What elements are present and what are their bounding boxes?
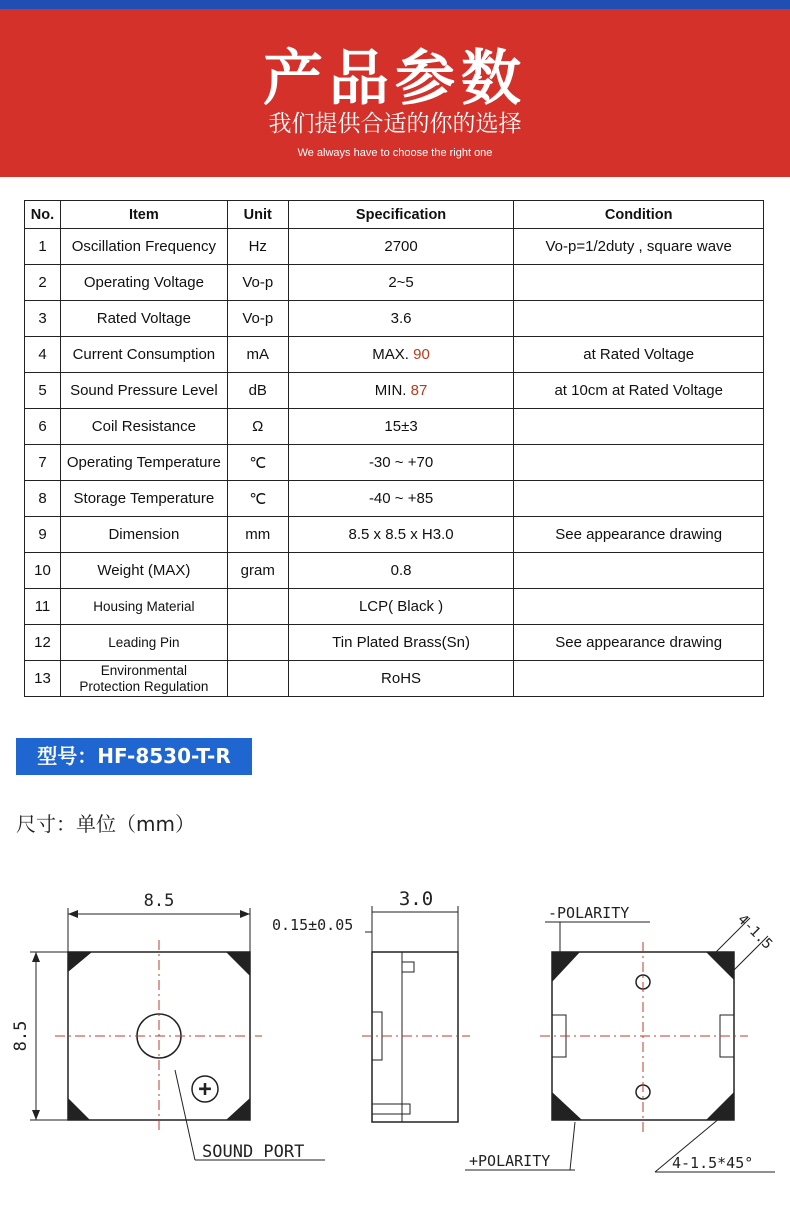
cell-spec xyxy=(288,553,514,589)
corner-pad xyxy=(706,952,734,980)
cell-no: 4 xyxy=(25,337,61,373)
cell-no: 10 xyxy=(25,553,61,589)
cell-item: Sound Pressure Level xyxy=(60,373,227,409)
table-row xyxy=(25,409,764,445)
cell-item xyxy=(60,661,227,697)
header-item: Item xyxy=(60,201,227,229)
arrow-head xyxy=(68,910,78,918)
chamfer-top-label: 4-1.5 xyxy=(734,911,776,953)
item-line: Protection Regulation xyxy=(79,678,209,694)
spec-highlight: 87 xyxy=(410,382,428,399)
spec-text: 15±3 xyxy=(384,418,418,435)
table-header-row xyxy=(25,201,764,229)
corner-pad xyxy=(226,952,250,976)
cell-spec xyxy=(288,409,514,445)
header-specification: Specification xyxy=(288,201,514,229)
spec-text: MIN. xyxy=(374,382,411,399)
cell-condition xyxy=(514,481,764,517)
cell-spec xyxy=(288,445,514,481)
banner-tagline: We always have to choose the right one xyxy=(297,147,493,159)
spec-text: LCP( Black ) xyxy=(358,598,444,615)
spec-text: 3.6 xyxy=(390,310,412,327)
side-pin-bottom xyxy=(372,1104,410,1114)
cell-condition xyxy=(514,589,764,625)
cell-item: Housing Material xyxy=(60,589,227,625)
cell-unit: dB xyxy=(227,373,288,409)
dimension-unit-label: 尺寸：单位（mm） xyxy=(16,812,195,836)
cell-unit: mA xyxy=(227,337,288,373)
cell-no: 9 xyxy=(25,517,61,553)
cell-condition xyxy=(514,409,764,445)
cell-no: 11 xyxy=(25,589,61,625)
table-row xyxy=(25,373,764,409)
thickness-dim-text: 3.0 xyxy=(398,888,434,910)
header-no: No. xyxy=(25,201,61,229)
cell-unit: Hz xyxy=(227,229,288,265)
cell-spec xyxy=(288,589,514,625)
table-row xyxy=(25,661,764,697)
table-row xyxy=(25,265,764,301)
plus-polarity-label: +POLARITY xyxy=(469,1152,551,1170)
spec-text: RoHS xyxy=(381,670,422,687)
cell-spec xyxy=(288,481,514,517)
width-dim-text: 8.5 xyxy=(143,891,175,911)
side-pin-top xyxy=(402,962,414,972)
cell-item: Rated Voltage xyxy=(60,301,227,337)
cell-item: Operating Temperature xyxy=(60,445,227,481)
side-view-body xyxy=(372,952,458,1122)
corner-pad xyxy=(552,1092,582,1120)
spec-highlight: 90 xyxy=(413,346,430,363)
spec-text: MAX. xyxy=(372,346,414,363)
spec-text: 2~5 xyxy=(388,274,414,291)
corner-pad xyxy=(68,952,92,972)
cell-unit: Ω xyxy=(227,409,288,445)
cell-condition: at Rated Voltage xyxy=(514,337,764,373)
arrow-head xyxy=(240,910,250,918)
cell-unit: Vo-p xyxy=(227,265,288,301)
cell-no: 13 xyxy=(25,661,61,697)
cell-condition xyxy=(514,661,764,697)
cell-no: 5 xyxy=(25,373,61,409)
cell-spec xyxy=(288,229,514,265)
dimension-drawing xyxy=(0,860,790,1229)
cell-unit xyxy=(227,661,288,697)
cell-item: Storage Temperature xyxy=(60,481,227,517)
cell-spec xyxy=(288,373,514,409)
cell-unit: Vo-p xyxy=(227,301,288,337)
table-row xyxy=(25,229,764,265)
table-row xyxy=(25,625,764,661)
cell-item: Operating Voltage xyxy=(60,265,227,301)
table-row xyxy=(25,517,764,553)
cell-item: Current Consumption xyxy=(60,337,227,373)
arrow-head xyxy=(32,952,40,962)
cell-condition: at 10cm at Rated Voltage xyxy=(514,373,764,409)
banner-subtitle: 我们提供合适的你的选择 xyxy=(268,111,522,137)
cell-condition xyxy=(514,301,764,337)
cell-item: Dimension xyxy=(60,517,227,553)
corner-pad xyxy=(552,952,580,982)
spec-text: Tin Plated Brass(Sn) xyxy=(332,634,470,651)
cell-item: Leading Pin xyxy=(60,625,227,661)
header-unit: Unit xyxy=(227,201,288,229)
table-row xyxy=(25,553,764,589)
table-row xyxy=(25,301,764,337)
table-row xyxy=(25,481,764,517)
sound-port-label: SOUND PORT xyxy=(202,1142,305,1162)
spec-text: -30 ~ +70 xyxy=(368,454,434,471)
top-accent-bar xyxy=(0,0,790,9)
corner-pad xyxy=(226,1098,250,1120)
header-condition: Condition xyxy=(514,201,764,229)
banner-title: 产品参数 xyxy=(263,44,527,114)
spec-text: 0.8 xyxy=(390,562,412,579)
cell-unit xyxy=(227,589,288,625)
cell-unit xyxy=(227,625,288,661)
height-dim-text: 8.5 xyxy=(11,1020,31,1052)
cell-spec xyxy=(288,517,514,553)
cell-no: 8 xyxy=(25,481,61,517)
cell-no: 3 xyxy=(25,301,61,337)
cell-spec xyxy=(288,337,514,373)
gap-dim-text: 0.15±0.05 xyxy=(272,916,354,934)
cell-condition: Vo-p=1/2duty , square wave xyxy=(514,229,764,265)
table-row xyxy=(25,589,764,625)
cell-item: Weight (MAX) xyxy=(60,553,227,589)
cell-no: 6 xyxy=(25,409,61,445)
cell-no: 12 xyxy=(25,625,61,661)
cell-condition xyxy=(514,445,764,481)
cell-no: 2 xyxy=(25,265,61,301)
cell-spec xyxy=(288,625,514,661)
spec-text: 8.5 x 8.5 x H3.0 xyxy=(348,526,454,543)
cell-item: Coil Resistance xyxy=(60,409,227,445)
cell-unit: mm xyxy=(227,517,288,553)
cell-spec xyxy=(288,301,514,337)
cell-spec xyxy=(288,265,514,301)
corner-pad xyxy=(706,1092,734,1120)
cell-unit: ℃ xyxy=(227,481,288,517)
cell-condition: See appearance drawing xyxy=(514,625,764,661)
plus-polarity-leader xyxy=(570,1122,575,1170)
table-row xyxy=(25,445,764,481)
corner-pad xyxy=(68,1098,90,1120)
header-banner xyxy=(0,9,790,177)
sound-port-leader xyxy=(175,1070,195,1160)
item-line: Environmental xyxy=(100,662,188,678)
cell-condition: See appearance drawing xyxy=(514,517,764,553)
cell-no: 1 xyxy=(25,229,61,265)
chamfer-bottom-label: 4-1.5*45° xyxy=(672,1154,754,1172)
model-label: 型号：HF-8530-T-R xyxy=(16,738,252,775)
minus-polarity-label: -POLARITY xyxy=(548,904,630,922)
cell-unit: ℃ xyxy=(227,445,288,481)
table-row xyxy=(25,337,764,373)
spec-text: 2700 xyxy=(384,238,418,255)
cell-unit: gram xyxy=(227,553,288,589)
cell-item: Oscillation Frequency xyxy=(60,229,227,265)
cell-spec xyxy=(288,661,514,697)
spec-text: -40 ~ +85 xyxy=(368,490,434,507)
cell-condition xyxy=(514,265,764,301)
arrow-head xyxy=(32,1110,40,1120)
plus-symbol: + xyxy=(198,1077,212,1102)
spec-table xyxy=(24,200,764,697)
cell-no: 7 xyxy=(25,445,61,481)
cell-condition xyxy=(514,553,764,589)
